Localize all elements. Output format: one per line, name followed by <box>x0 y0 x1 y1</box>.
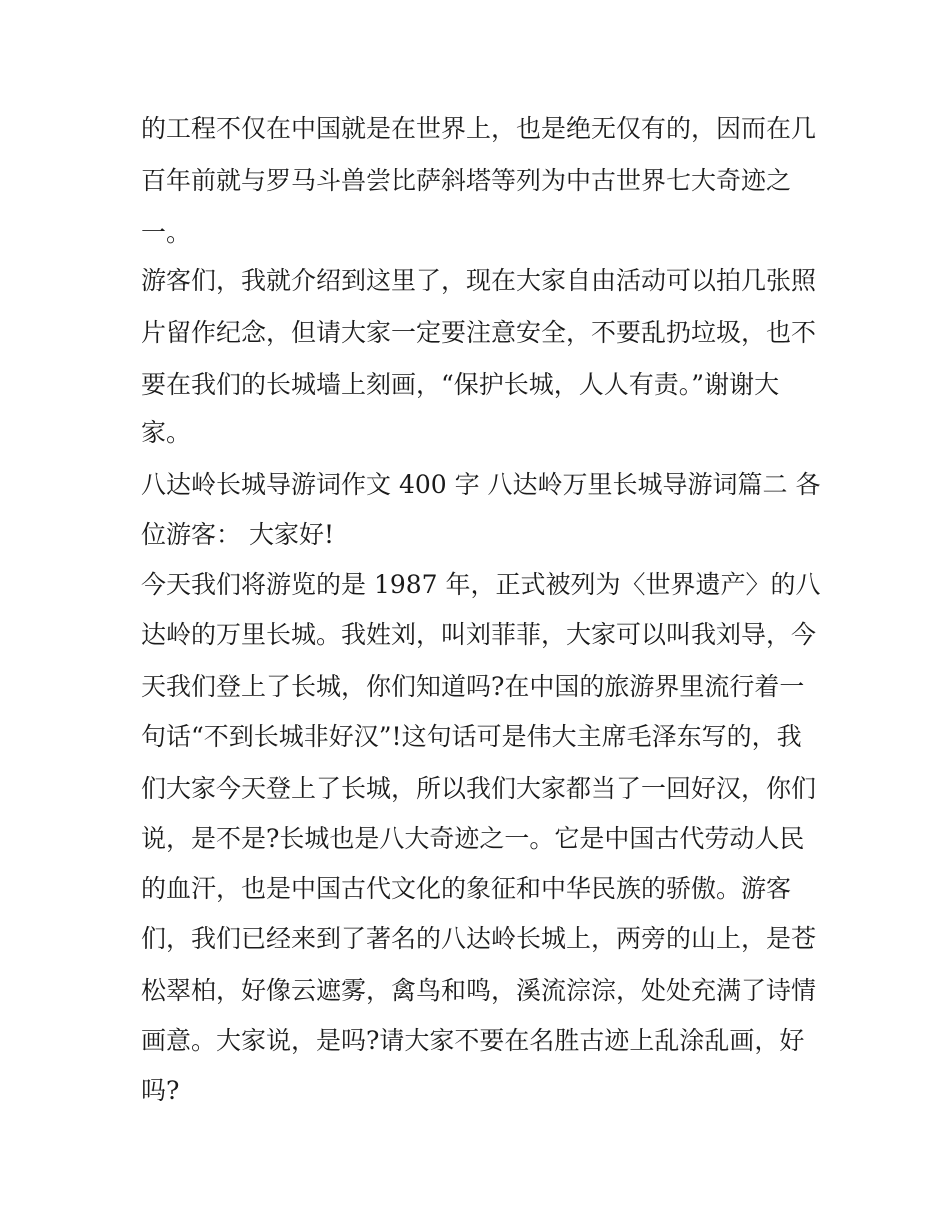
text-line: 天我们登上了长城，你们知道吗?在中国的旅游界里流行着一 <box>141 672 805 701</box>
text-line: 句话“不到长城非好汉”!这句话可是伟大主席毛泽东写的，我 <box>141 722 802 751</box>
text-line: 的血汗，也是中国古代文化的象征和中华民族的骄傲。游客 <box>141 874 792 903</box>
text-line: 一。 <box>141 218 192 247</box>
text-line: 画意。大家说，是吗?请大家不要在名胜古迹上乱涂乱画，好 <box>141 1026 805 1055</box>
text-line: 位游客： 大家好! <box>141 520 334 549</box>
text-line: 们大家今天登上了长城，所以我们大家都当了一回好汉，你们 <box>141 774 817 803</box>
text-line: 今天我们将游览的是 1987 年，正式被列为〈世界遗产〉的八 <box>141 570 821 599</box>
text-line: 要在我们的长城墙上刻画，“保护长城，人人有责。”谢谢大 <box>141 370 780 399</box>
text-line: 游客们，我就介绍到这里了，现在大家自由活动可以拍几张照 <box>141 266 817 295</box>
text-line: 松翠柏，好像云遮雾，禽鸟和鸣，溪流淙淙，处处充满了诗情 <box>141 976 817 1005</box>
text-line: 的工程不仅在中国就是在世界上，也是绝无仅有的，因而在几 <box>141 114 817 143</box>
text-line: 们，我们已经来到了著名的八达岭长城上，两旁的山上，是苍 <box>141 924 817 953</box>
text-line: 片留作纪念，但请大家一定要注意安全，不要乱扔垃圾，也不 <box>141 318 817 347</box>
text-line: 百年前就与罗马斗兽尝比萨斜塔等列为中古世界七大奇迹之 <box>141 166 792 195</box>
text-line: 达岭的万里长城。我姓刘，叫刘菲菲，大家可以叫我刘导，今 <box>141 620 817 649</box>
text-line: 吗? <box>141 1076 180 1105</box>
text-line: 说，是不是?长城也是八大奇迹之一。它是中国古代劳动人民 <box>141 824 805 853</box>
text-line: 八达岭长城导游词作文 400 字 八达岭万里长城导游词篇二 各 <box>141 470 821 499</box>
text-line: 家。 <box>141 418 192 447</box>
